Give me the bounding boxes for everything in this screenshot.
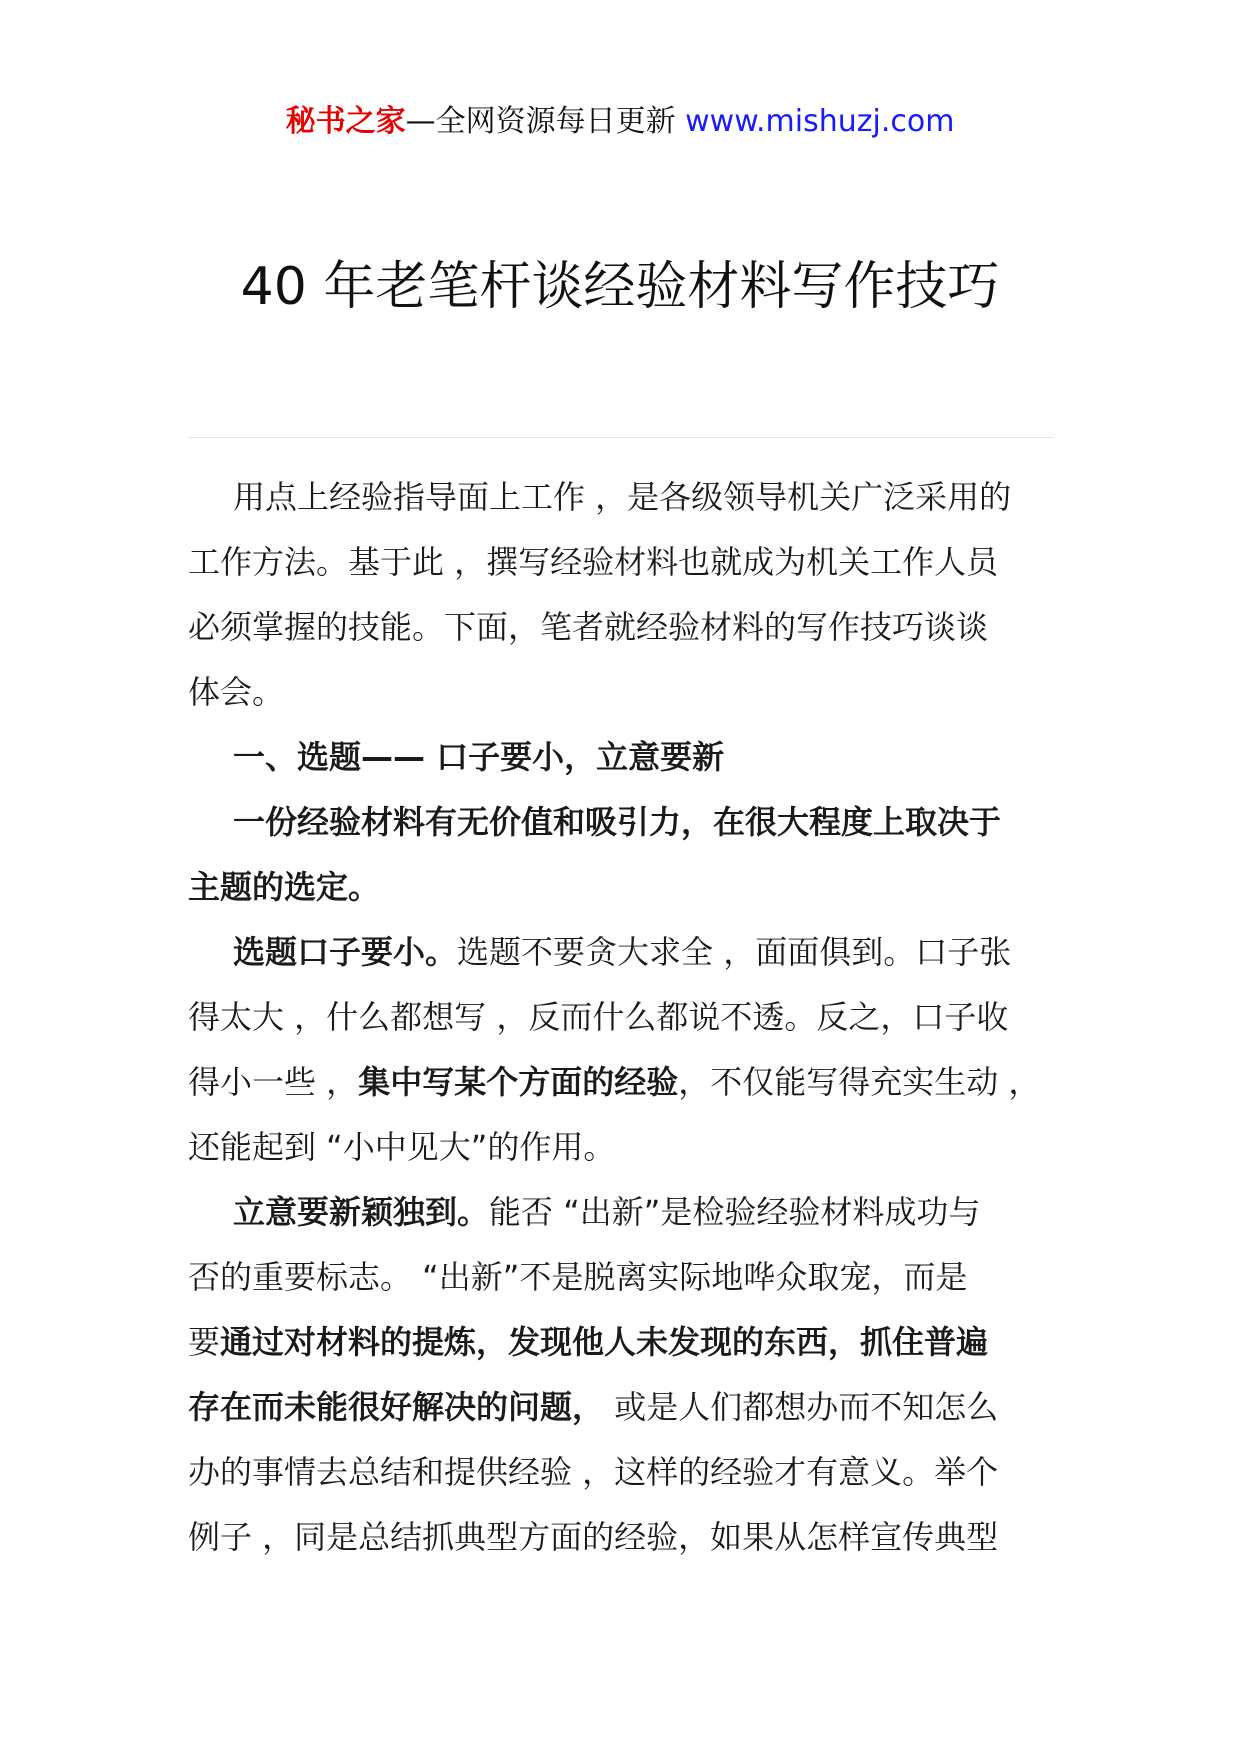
paragraph-line: 例子 ，同是总结抓典型方面的经验，如果从怎样宣传典型 — [188, 1518, 999, 1556]
paragraph-line: 用点上经验指导面上工作 ，是各级领导机关广泛采用的 — [233, 478, 1012, 516]
brand-name: 秘书之家 — [285, 104, 406, 139]
header-tagline: —全网资源每日更新 — [405, 104, 686, 139]
paragraph-line: 要通过对材料的提炼，发现他人未发现的东西，抓住普遍 — [188, 1323, 989, 1361]
bold-lead: 立意要新颖独到。 — [233, 1193, 490, 1231]
bold-phrase: 存在而未能很好解决的问题， — [188, 1388, 605, 1426]
paragraph-line: 必须掌握的技能。下面，笔者就经验材料的写作技巧谈谈 — [188, 608, 989, 646]
section-heading: 一、选题—— 口子要小，立意要新 — [233, 738, 725, 776]
bold-phrase: 集中写某个方面的经验 — [358, 1063, 679, 1101]
paragraph-line: 立意要新颖独到。能否 “出新”是检验经验材料成功与 — [233, 1193, 981, 1231]
article-body — [188, 465, 1068, 1570]
paragraph-line: 体会。 — [188, 673, 285, 711]
paragraph-line: 否的重要标志。 “出新”不是脱离实际地哗众取宠，而是 — [188, 1258, 968, 1296]
paragraph-line: 存在而未能很好解决的问题， 或是人们都想办而不知怎么 — [188, 1388, 999, 1426]
paragraph-line: 还能起到 “小中见大”的作用。 — [188, 1128, 616, 1166]
key-point-line: 主题的选定。 — [188, 868, 381, 906]
bold-lead: 选题口子要小。 — [233, 933, 458, 971]
title-divider — [188, 437, 1054, 438]
paragraph-line: 工作方法。基于此 ，撰写经验材料也就成为机关工作人员 — [188, 543, 999, 581]
site-header — [0, 102, 1240, 142]
paragraph-line: 得小一些 ，集中写某个方面的经验，不仅能写得充实生动 ， — [188, 1063, 1041, 1101]
key-point-line: 一份经验材料有无价值和吸引力，在很大程度上取决于 — [233, 803, 1002, 841]
bold-phrase: 通过对材料的提炼，发现他人未发现的东西，抓住普遍 — [220, 1323, 989, 1361]
document-title: 40 年老笔杆谈经验材料写作技巧 — [240, 257, 1000, 317]
paragraph-line: 得太大 ，什么都想写 ，反而什么都说不透。反之，口子收 — [188, 998, 1009, 1036]
paragraph-line: 选题口子要小。选题不要贪大求全 ，面面俱到。口子张 — [233, 933, 1012, 971]
site-url-link[interactable]: www.mishuzj.com — [685, 104, 955, 139]
paragraph-line: 办的事情去总结和提供经验 ，这样的经验才有意义。举个 — [188, 1453, 999, 1491]
